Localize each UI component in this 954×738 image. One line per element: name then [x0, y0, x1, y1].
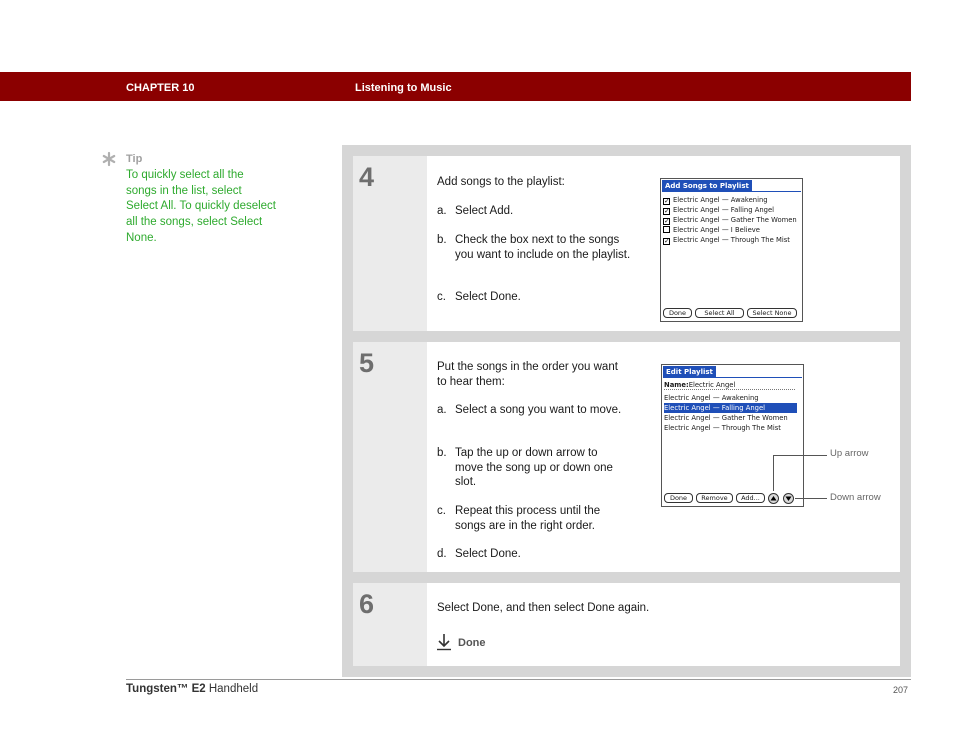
product-model: Handheld — [205, 683, 259, 695]
substep-text: Repeat this process until the songs are in the right order. — [455, 505, 601, 532]
substep-letter: b. — [437, 234, 447, 246]
substep — [437, 504, 622, 533]
screen-title: Add Songs to Playlist — [662, 180, 752, 191]
step-number-cell — [353, 156, 427, 331]
song-title: Electric Angel — Gather The Women — [664, 414, 788, 422]
chapter-title: Listening to Music — [355, 82, 452, 94]
step-5 — [353, 342, 900, 572]
page-number: 207 — [893, 685, 909, 695]
song-title: Electric Angel — I Believe — [673, 226, 760, 234]
down-arrow-callout-line — [795, 498, 827, 499]
substep — [437, 233, 637, 262]
down-arrow-callout: Down arrow — [830, 492, 881, 503]
footer-product — [126, 683, 258, 695]
substep-letter: c. — [437, 291, 446, 303]
substep — [437, 204, 637, 219]
substep — [437, 547, 622, 562]
edit-playlist-screen — [661, 364, 804, 507]
substep — [437, 403, 622, 418]
playlist-name-field[interactable] — [664, 380, 795, 390]
remove-button[interactable]: Remove — [696, 493, 733, 503]
song-row[interactable] — [663, 195, 768, 205]
substep-letter: d. — [437, 548, 447, 560]
song-row[interactable] — [663, 205, 774, 215]
add-songs-screen — [660, 178, 803, 322]
substep-text: Select Done. — [455, 291, 521, 303]
step-4 — [353, 156, 900, 331]
up-arrow-icon[interactable] — [768, 493, 779, 504]
name-value: Electric Angel — [688, 381, 736, 389]
song-row[interactable] — [663, 225, 760, 235]
substep — [437, 446, 622, 490]
checkbox-checked[interactable]: ✓ — [664, 217, 670, 225]
up-arrow-callout: Up arrow — [830, 448, 869, 459]
name-label: Name: — [664, 381, 689, 389]
select-all-button[interactable]: Select All — [695, 308, 744, 318]
up-arrow-callout-line — [773, 455, 827, 456]
tip-text: To quickly select all the songs in the list, select Select All. To quickly deselect all the songs, select Select None. — [126, 169, 277, 244]
substep-text: Check the box next to the songs you want to include on the playlist. — [455, 234, 631, 261]
step-number: 5 — [359, 348, 375, 378]
step-number-cell — [353, 342, 427, 572]
chapter-number: CHAPTER 10 — [126, 82, 195, 94]
playlist-row[interactable] — [664, 423, 781, 433]
down-arrow-icon[interactable] — [783, 493, 794, 504]
substep-letter: a. — [437, 404, 447, 416]
playlist-row[interactable] — [664, 393, 759, 403]
song-title: Electric Angel — Falling Angel — [673, 206, 775, 214]
substep-letter: a. — [437, 205, 447, 217]
song-title: Electric Angel — Through The Mist — [664, 424, 781, 432]
substep-letter: b. — [437, 447, 447, 459]
title-rule — [663, 377, 802, 378]
checkbox-unchecked[interactable] — [663, 226, 670, 233]
step-intro: Add songs to the playlist: — [437, 176, 565, 188]
song-title: Electric Angel — Falling Angel — [664, 404, 766, 412]
step-intro: Select Done, and then select Done again. — [437, 602, 650, 614]
title-rule — [662, 191, 801, 192]
checkbox-checked[interactable]: ✓ — [664, 197, 670, 205]
screen-title: Edit Playlist — [663, 366, 716, 377]
done-button[interactable]: Done — [663, 308, 692, 318]
checkbox-checked[interactable]: ✓ — [664, 207, 670, 215]
step-6 — [353, 583, 900, 666]
song-title: Electric Angel — Awakening — [664, 394, 759, 402]
substep — [437, 290, 637, 305]
step-number: 6 — [359, 589, 375, 619]
substep-text: Select Add. — [455, 205, 514, 217]
checkbox-checked[interactable]: ✓ — [664, 237, 670, 245]
down-arrow-done-icon — [436, 633, 452, 651]
step-number: 4 — [359, 162, 375, 192]
song-title: Electric Angel — Awakening — [673, 196, 768, 204]
done-button[interactable]: Done — [664, 493, 693, 503]
substep-text: Tap the up or down arrow to move the song up or down one slot. — [455, 447, 613, 489]
add-button[interactable]: Add... — [736, 493, 765, 503]
song-row[interactable] — [663, 235, 790, 245]
step-number-cell — [353, 583, 427, 666]
substep-text: Select a song you want to move. — [455, 404, 622, 416]
song-title: Electric Angel — Gather The Women — [673, 216, 797, 224]
product-brand: Tungsten™ E2 — [126, 683, 206, 695]
substep-letter: c. — [437, 505, 446, 517]
step-intro: Put the songs in the order you want to hear them: — [437, 361, 618, 388]
playlist-row-selected[interactable] — [664, 403, 797, 413]
asterisk-icon — [101, 151, 117, 167]
step-body — [427, 583, 900, 666]
done-label: Done — [458, 637, 486, 649]
select-none-button[interactable]: Select None — [747, 308, 797, 318]
tip-label: Tip — [126, 153, 143, 165]
song-title: Electric Angel — Through The Mist — [673, 236, 790, 244]
playlist-row[interactable] — [664, 413, 788, 423]
up-arrow-callout-line — [773, 455, 774, 491]
substep-text: Select Done. — [455, 548, 521, 560]
footer-rule — [126, 679, 911, 680]
song-row[interactable] — [663, 215, 797, 225]
